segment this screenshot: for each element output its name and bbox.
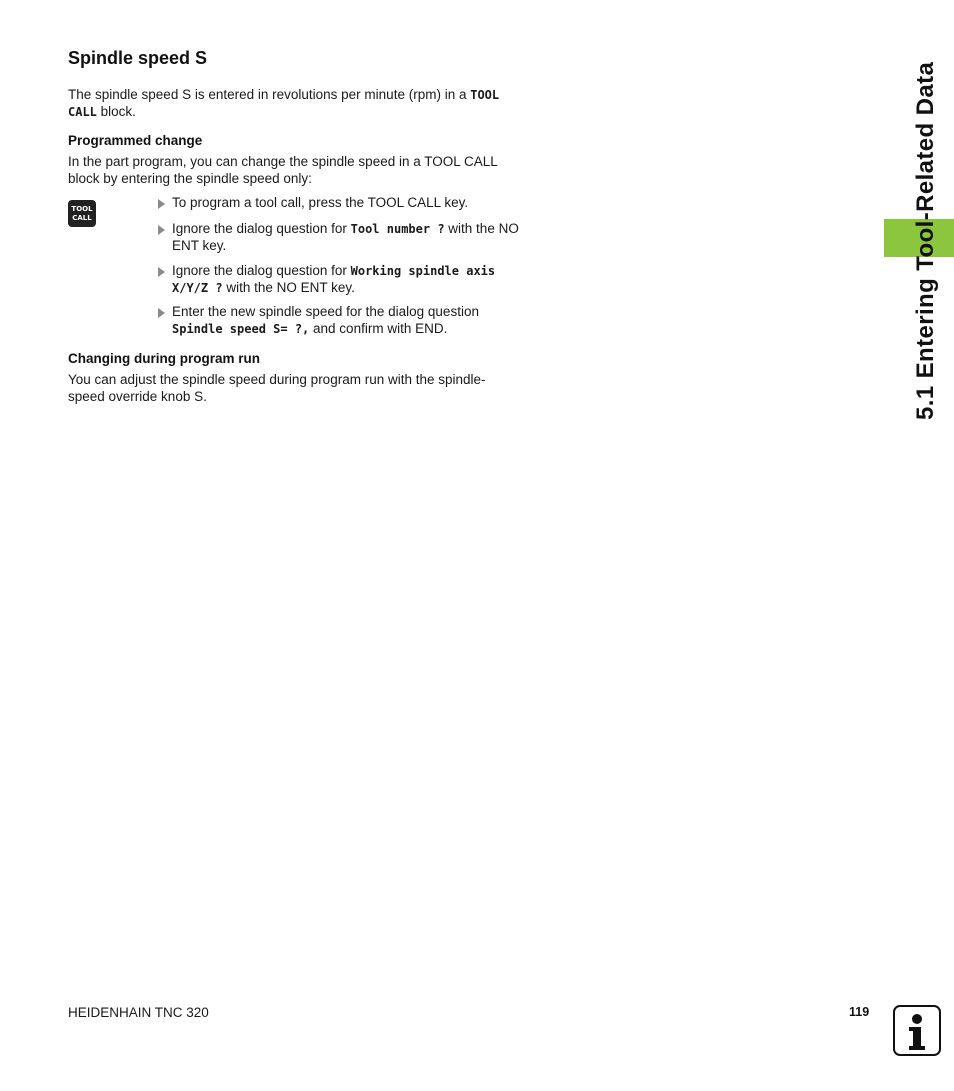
intro-code: TOOL CALL bbox=[68, 88, 500, 119]
chapter-side-title: 5.1 Entering Tool-Related Data bbox=[912, 61, 939, 420]
step-text: Ignore the dialog question for bbox=[172, 221, 351, 236]
programmed-change-text: In the part program, you can change the spindle speed in a TOOL CALL block by entering the spindle speed only: bbox=[68, 154, 498, 186]
step-item bbox=[158, 221, 528, 254]
step-item bbox=[158, 304, 528, 337]
step-code: Tool number ? bbox=[350, 222, 445, 236]
triangle-right-icon bbox=[158, 199, 165, 209]
page-number: 119 bbox=[849, 1005, 870, 1019]
intro-paragraph bbox=[68, 87, 508, 120]
step-item bbox=[158, 195, 528, 212]
step-item bbox=[158, 263, 528, 296]
step-code: Working spindle axis X/Y/Z ? bbox=[172, 264, 496, 295]
triangle-right-icon bbox=[158, 308, 165, 318]
subheading-changing-during-run: Changing during program run bbox=[68, 351, 260, 366]
step-text: To program a tool call, press the TOOL CALL key. bbox=[172, 195, 469, 210]
subheading-programmed-change: Programmed change bbox=[68, 133, 203, 148]
info-icon bbox=[893, 1005, 941, 1056]
step-text: Ignore the dialog question for bbox=[172, 263, 351, 278]
key-label-line2: CALL bbox=[72, 213, 92, 222]
key-label-line1: TOOL bbox=[71, 204, 93, 213]
info-glyph-icon bbox=[895, 1007, 939, 1054]
changing-during-run-text: You can adjust the spindle speed during program run with the spindle-speed override knob S. bbox=[68, 372, 486, 404]
intro-text-after: block. bbox=[96, 103, 136, 119]
triangle-right-icon bbox=[158, 225, 165, 235]
tool-call-key-icon bbox=[68, 200, 96, 227]
step-text: Enter the new spindle speed for the dialog question bbox=[172, 304, 479, 319]
step-text-after: with the NO ENT key. bbox=[222, 279, 355, 295]
step-code: Spindle speed S= ?, bbox=[172, 321, 310, 336]
step-text-after: with the NO ENT key. bbox=[172, 221, 519, 253]
intro-text-before: The spindle speed S is entered in revolutions per minute (rpm) in a bbox=[68, 87, 471, 102]
step-text-after: and confirm with END. bbox=[309, 320, 448, 336]
footer-product-name: HEIDENHAIN TNC 320 bbox=[68, 1005, 209, 1020]
triangle-right-icon bbox=[158, 267, 165, 277]
section-heading: Spindle speed S bbox=[68, 48, 208, 68]
